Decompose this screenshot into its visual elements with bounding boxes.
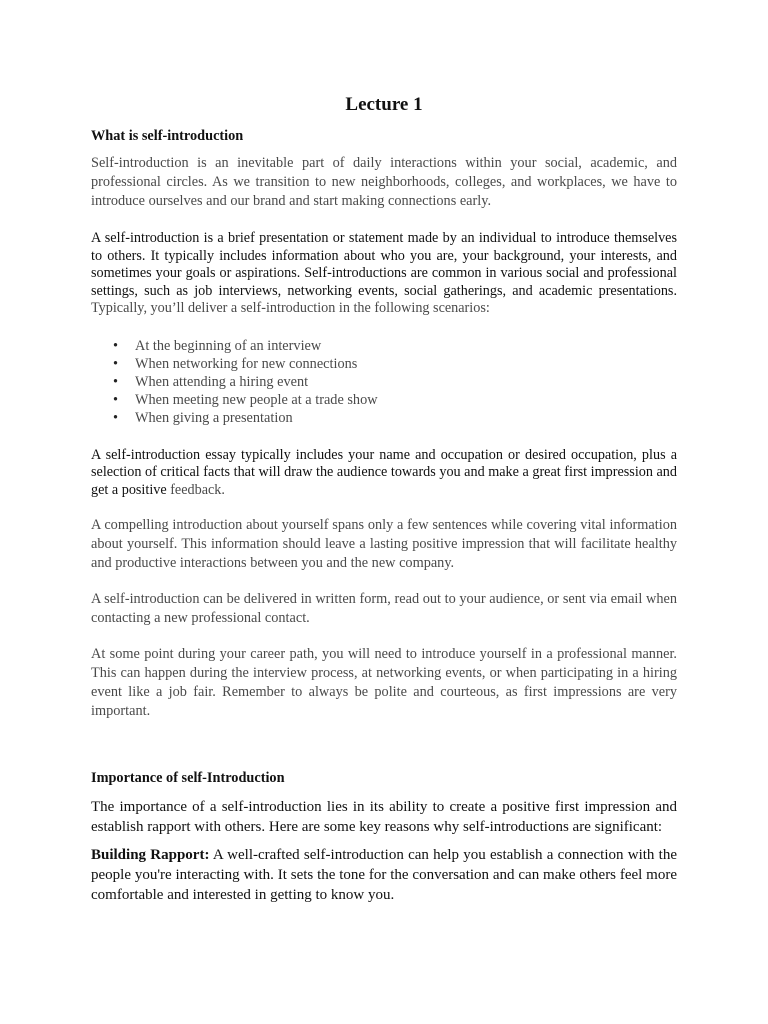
bullet-icon: • bbox=[113, 391, 119, 408]
bullet-icon: • bbox=[113, 337, 119, 354]
paragraph-definition bbox=[91, 230, 677, 318]
section-heading-what-is: What is self-introduction bbox=[91, 128, 244, 144]
bullet-icon: • bbox=[113, 373, 119, 390]
bullet-icon: • bbox=[113, 355, 119, 372]
list-item: • When networking for new connections bbox=[113, 355, 358, 372]
bullet-icon: • bbox=[113, 409, 119, 426]
section-heading-importance: Importance of self-Introduction bbox=[91, 770, 285, 786]
document-content bbox=[91, 93, 677, 905]
paragraph-career: At some point during your career path, you will need to introduce yourself in a professional manner. This can happen during the interview process, at networking events, or when participating in a hiring event like a job fair. Remember to always be polite and courteous, as first impressions are very important. bbox=[91, 646, 677, 719]
rapport-text: A well-crafted self-introduction can help you establish a connection with the people you're interacting with. It sets the tone for the conversation and can make others feel more comfortable and interested in getting to know you. bbox=[91, 847, 678, 903]
scenario-list bbox=[91, 337, 677, 427]
list-item: • When meeting new people at a trade show bbox=[113, 391, 378, 408]
list-item: • When attending a hiring event bbox=[113, 373, 309, 390]
essay-tail: feedback. bbox=[166, 481, 225, 498]
definition-tail: Typically, you’ll deliver a self-introduction in the following scenarios: bbox=[91, 300, 490, 316]
list-item: • At the beginning of an interview bbox=[113, 337, 322, 354]
lecture-title: Lecture 1 bbox=[345, 94, 423, 115]
rapport-label: Building Rapport: bbox=[91, 847, 210, 863]
paragraph-compelling: A compelling introduction about yourself spans only a few sentences while covering vital information about yourself. This information should leave a lasting positive impression that will facilitate healthy and productive interactions between you and the new company. bbox=[91, 517, 677, 571]
paragraph-rapport bbox=[91, 845, 677, 905]
paragraph-importance: The importance of a self-introduction lies in its ability to create a positive first impression and establish rapport with others. Here are some key reasons why self-introductions are significant: bbox=[91, 799, 677, 835]
essay-text: A self-introduction essay typically includes your name and occupation or desired occupation, plus a selection of critical facts that will draw the audience towards you and make a great first impression and get a positive bbox=[91, 446, 677, 498]
paragraph-essay bbox=[91, 447, 677, 500]
definition-text: A self-introduction is a brief presentation or statement made by an individual to introduce themselves to others. It typically includes information about who you are, your background, your interests, and sometimes your goals or aspirations. Self-introductions are common in various social and professional settings, such as job interviews, networking events, social gatherings, and academic presentations. bbox=[91, 230, 677, 299]
paragraph-delivery: A self-introduction can be delivered in written form, read out to your audience, or sent via email when contacting a new professional contact. bbox=[91, 591, 677, 626]
paragraph-intro: Self-introduction is an inevitable part of daily interactions within your social, academic, and professional circles. As we transition to new neighborhoods, colleges, and workplaces, we have to introduce ourselves and our brand and start making connections early. bbox=[91, 155, 677, 209]
list-item: • When giving a presentation bbox=[113, 409, 293, 426]
